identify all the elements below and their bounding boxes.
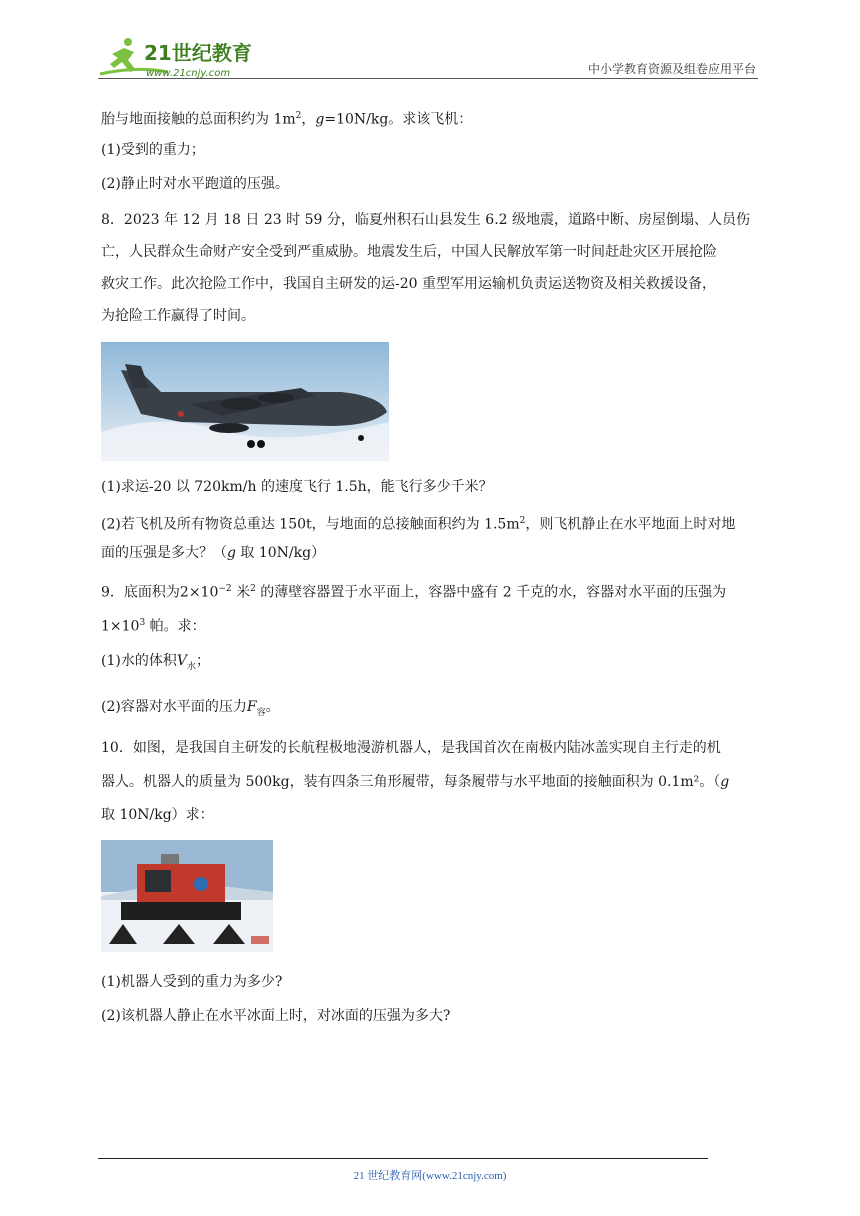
q8-line3: 救灾工作。此次抢险工作中，我国自主研发的运-20 重型军用运输机负责运送物资及相关救援设备， [101, 276, 716, 292]
site-logo[interactable] [98, 36, 268, 80]
runner-logo-icon [98, 36, 268, 80]
footer-link[interactable]: 21 世纪教育网(www.21cnjy.com) [353, 1170, 507, 1182]
footer-divider [98, 1158, 708, 1159]
q9-line1: 9．底面积为$2\times 10^{-2}$ 米$^2$ 的薄壁容器置于水平面上，容器中盛有 2 千克的水，容器对水平面的压强为 [101, 584, 727, 601]
q7-part1: (1)受到的重力； [101, 142, 205, 158]
page-header [98, 30, 758, 80]
q10-line1: 10．如图，是我国自主研发的长航程极地漫游机器人，是我国首次在南极内陆冰盖实现自主行走的机 [101, 740, 721, 756]
q7-part2: (2)静止时对水平跑道的压强。 [101, 176, 289, 192]
q8-line4: 为抢险工作赢得了时间。 [101, 308, 255, 324]
q10-line2: 器人。机器人的质量为 500kg，装有四条三角形履带，每条履带与水平地面的接触面积为 0.1m²。（g [101, 774, 730, 790]
header-divider [98, 78, 758, 79]
q9-part1: (1)水的体积$V_水$； [101, 653, 210, 672]
q10-line3: 取 10N/kg）求： [101, 807, 214, 823]
q8-part2-line2: 面的压强是多大？（g 取 10N/kg） [101, 545, 326, 561]
polar-robot-image [101, 840, 273, 956]
y20-aircraft-image [101, 342, 389, 465]
logo-url-text: www.21cnjy.com [146, 68, 231, 79]
q10-part2: (2)该机器人静止在水平冰面上时，对冰面的压强为多大? [101, 1008, 451, 1024]
q8-line2: 亡，人民群众生命财产安全受到严重威胁。地震发生后，中国人民解放军第一时间赶赴灾区开展抢险 [101, 244, 717, 260]
q8-part1: (1)求运-20 以 720km/h 的速度飞行 1.5h，能飞行多少千米？ [101, 479, 493, 495]
q10-part1: (1)机器人受到的重力为多少? [101, 974, 283, 990]
q9-part2: (2)容器对水平面的压力$F_容$。 [101, 699, 280, 718]
q8-part2-line1: (2)若飞机及所有物资总重达 150t，与地面的总接触面积约为 $1.5m^2$，则飞机静止在水平地面上时对地 [101, 516, 736, 533]
q7-continuation: 胎与地面接触的总面积约为 $1m^2$，g=10N/kg。求该飞机： [101, 111, 473, 128]
platform-name: 中小学教育资源及组卷应用平台 [587, 62, 756, 76]
q9-line2: $1\times 10^3$ 帕。求： [101, 618, 206, 635]
logo-main-text: 21世纪教育 [144, 41, 252, 65]
q8-line1: 8．2023 年 12 月 18 日 23 时 59 分，临夏州积石山县发生 6.2 级地震，道路中断、房屋倒塌、人员伤 [101, 212, 751, 228]
